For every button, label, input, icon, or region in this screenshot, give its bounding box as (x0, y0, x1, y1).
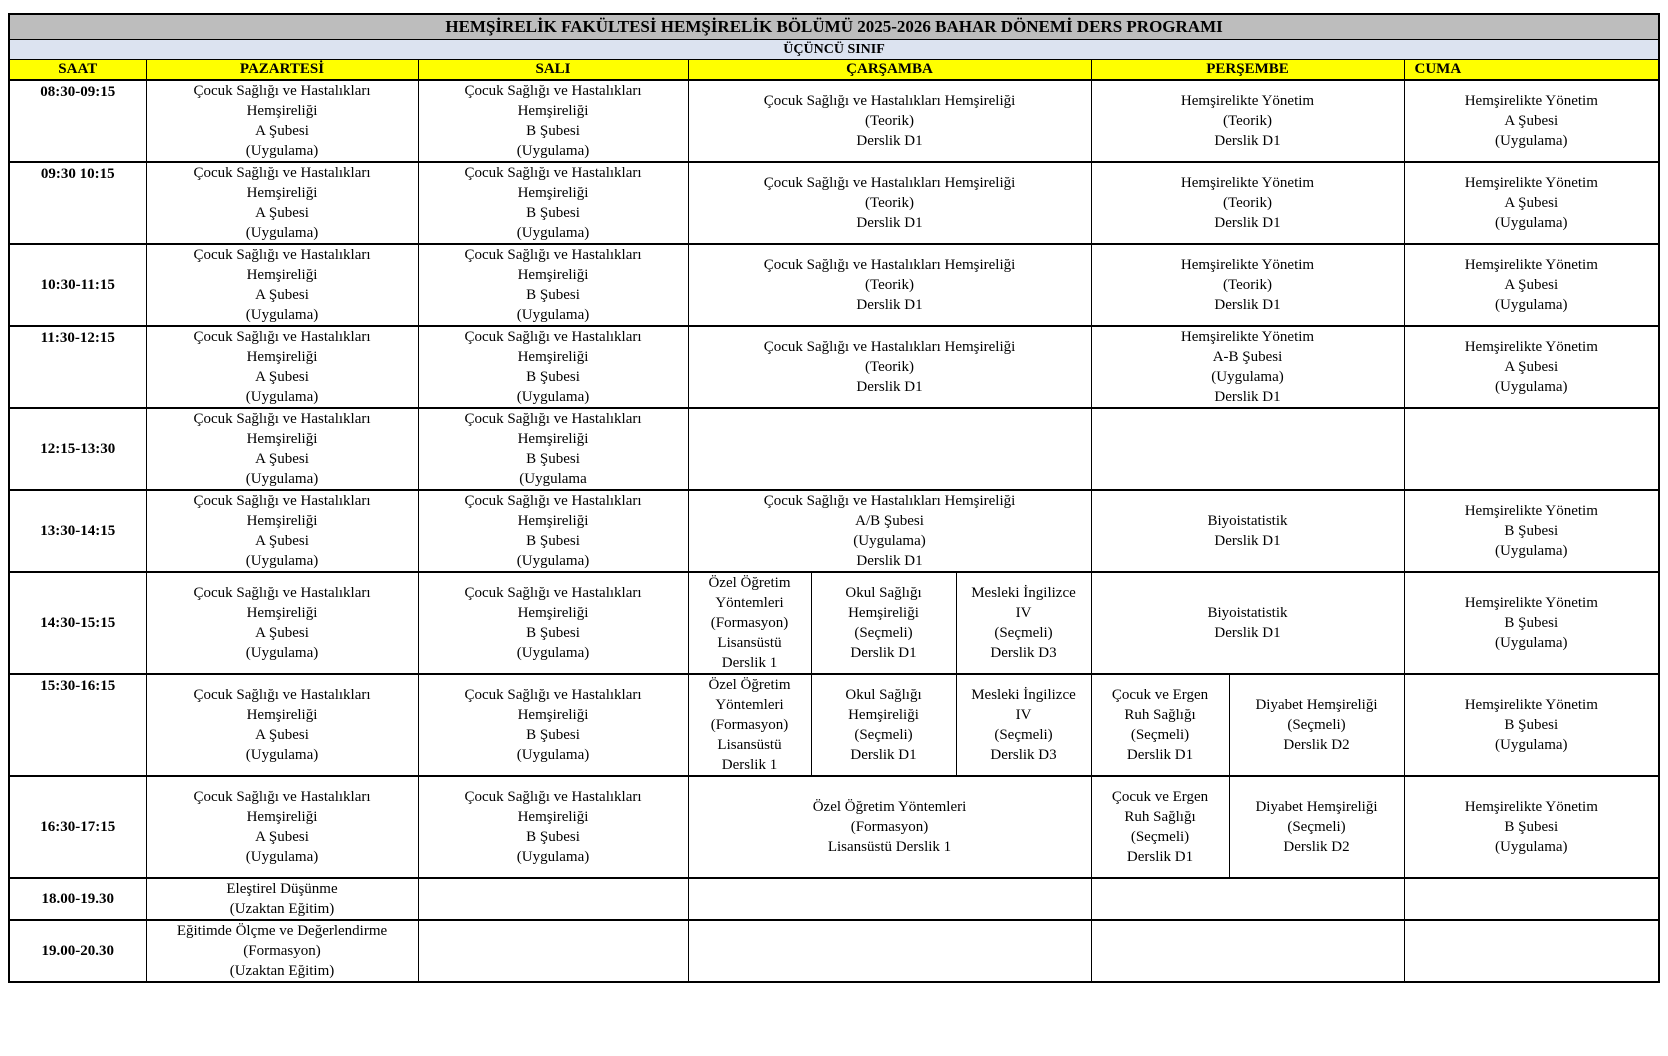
course-line: Derslik D1 (1214, 625, 1281, 641)
course-line: B Şubesi (526, 829, 580, 845)
course-line: Hemşirelikte Yönetim (1464, 697, 1598, 713)
course-line: (Uygulama) (1495, 737, 1568, 753)
course-line: A Şubesi (1504, 113, 1559, 129)
course-cell (1404, 244, 1659, 326)
course-line: B Şubesi (1504, 819, 1559, 835)
course-line: Ruh Sağlığı (1124, 809, 1196, 825)
course-line: Çocuk Sağlığı ve Hastalıkları (193, 687, 371, 703)
course-line: (Uygulama) (1495, 839, 1568, 855)
empty-cell (1091, 920, 1404, 982)
course-cell (418, 490, 688, 572)
course-cell (1404, 80, 1659, 162)
course-line: (Uzaktan Eğitim) (229, 963, 335, 979)
course-line: Mesleki İngilizce (971, 585, 1076, 601)
course-line: (Teorik) (1223, 113, 1272, 129)
course-line: Çocuk Sağlığı ve Hastalıkları (464, 329, 642, 345)
course-line: Derslik D3 (990, 747, 1057, 763)
course-line: Hemşireliği (517, 431, 589, 447)
course-line: Çocuk Sağlığı ve Hastalıkları (464, 247, 642, 263)
course-line: Yöntemleri (715, 697, 784, 713)
course-line: A Şubesi (255, 829, 309, 845)
course-cell (418, 572, 688, 674)
course-line: Çocuk Sağlığı ve Hastalıkları (193, 165, 371, 181)
course-line: Derslik D1 (856, 297, 923, 313)
course-line: B Şubesi (526, 287, 580, 303)
course-line: Hemşireliği (246, 267, 318, 283)
course-line: Derslik D1 (1126, 747, 1194, 763)
course-cell (1229, 776, 1404, 878)
course-cell (956, 572, 1091, 674)
course-line: Biyoistatistik (1207, 605, 1288, 621)
course-line: (Uygulama) (1495, 133, 1568, 149)
empty-cell (1404, 408, 1659, 490)
course-line: A Şubesi (255, 625, 309, 641)
course-line: Çocuk Sağlığı ve Hastalıkları Hemşireliği (763, 175, 1016, 191)
course-cell (688, 326, 1091, 408)
course-line: B Şubesi (526, 451, 580, 467)
course-line: Derslik D1 (856, 553, 923, 569)
course-line: Hemşirelikte Yönetim (1464, 339, 1598, 355)
course-line: (Teorik) (1223, 277, 1272, 293)
course-cell (688, 244, 1091, 326)
time-cell: 14:30-15:15 (9, 572, 146, 674)
course-cell (956, 674, 1091, 776)
course-line: (Uzaktan Eğitim) (229, 901, 335, 917)
course-line: (Formasyon) (850, 819, 929, 835)
course-line: A Şubesi (255, 287, 309, 303)
day-header-saat: SAAT (9, 60, 146, 81)
course-line: (Uygulama) (516, 225, 590, 241)
course-cell (146, 80, 418, 162)
course-cell (1404, 572, 1659, 674)
course-cell (1091, 490, 1404, 572)
course-cell (146, 490, 418, 572)
course-cell (1091, 80, 1404, 162)
course-cell (418, 674, 688, 776)
course-line: Çocuk Sağlığı ve Hastalıkları Hemşireliği (763, 257, 1016, 273)
course-line: Hemşireliği (517, 707, 589, 723)
course-line: Özel Öğretim (708, 677, 791, 693)
course-cell (811, 572, 956, 674)
course-line: Lisansüstü Derslik 1 (827, 839, 952, 855)
course-line: (Uygulama) (245, 471, 319, 487)
course-line: (Formasyon) (710, 717, 789, 733)
course-line: A Şubesi (255, 123, 309, 139)
course-line: (Uygulama) (516, 645, 590, 661)
course-line: Derslik D1 (1214, 215, 1281, 231)
course-line: Çocuk Sağlığı ve Hastalıkları Hemşireliği (763, 93, 1016, 109)
course-line: (Uygulama) (853, 533, 926, 549)
time-cell: 18.00-19.30 (9, 878, 146, 920)
course-line: Hemşireliği (517, 349, 589, 365)
course-line: A Şubesi (255, 205, 309, 221)
course-line: Derslik D2 (1283, 839, 1350, 855)
course-line: Derslik D1 (1214, 389, 1281, 405)
course-cell (1229, 674, 1404, 776)
course-line: (Uygulama) (1495, 215, 1568, 231)
course-line: (Teorik) (865, 277, 914, 293)
subtitle-row (9, 40, 1659, 60)
table-row (9, 162, 1659, 244)
course-line: (Uygulama) (245, 849, 319, 865)
course-line: Derslik D1 (1214, 133, 1281, 149)
course-line: Derslik D1 (850, 747, 917, 763)
course-line: Okul Sağlığı (845, 687, 922, 703)
schedule-table (8, 13, 1660, 983)
course-line: (Seçmeli) (1287, 717, 1346, 733)
course-cell (1091, 326, 1404, 408)
course-line: Derslik D1 (1214, 297, 1281, 313)
course-line: (Uygulama) (1495, 379, 1568, 395)
course-line: Derslik D1 (856, 215, 923, 231)
course-cell (1404, 776, 1659, 878)
course-line: (Uygulama) (516, 389, 590, 405)
course-cell (146, 326, 418, 408)
time-cell: 16:30-17:15 (9, 776, 146, 878)
empty-cell (688, 408, 1091, 490)
course-line: Derslik D3 (990, 645, 1057, 661)
course-line: Hemşireliği (517, 267, 589, 283)
course-line: Çocuk Sağlığı ve Hastalıkları (193, 411, 371, 427)
day-header-persembe: PERŞEMBE (1091, 60, 1404, 81)
course-line: B Şubesi (526, 533, 580, 549)
course-cell (146, 674, 418, 776)
course-line: Çocuk Sağlığı ve Hastalıkları Hemşireliği (763, 339, 1016, 355)
day-header-pazartesi: PAZARTESİ (146, 60, 418, 81)
course-line: (Uygulama (519, 471, 587, 487)
page-title: HEMŞİRELİK FAKÜLTESİ HEMŞİRELİK BÖLÜMÜ 2025-2026 BAHAR DÖNEMİ DERS PROGRAMI (9, 14, 1659, 40)
course-line: Hemşireliği (246, 513, 318, 529)
course-line: Derslik D1 (850, 645, 917, 661)
course-line: Özel Öğretim (708, 575, 791, 591)
course-cell (418, 80, 688, 162)
course-line: (Uygulama) (516, 553, 590, 569)
class-level-subtitle: ÜÇÜNCÜ SINIF (9, 40, 1659, 60)
course-cell (1404, 490, 1659, 572)
course-cell (811, 674, 956, 776)
course-line: (Uygulama) (1211, 369, 1284, 385)
course-line: (Uygulama) (1495, 543, 1568, 559)
course-line: Hemşireliği (517, 809, 589, 825)
course-line: (Seçmeli) (854, 727, 913, 743)
title-row (9, 14, 1659, 40)
course-line: (Seçmeli) (854, 625, 913, 641)
course-cell (688, 674, 811, 776)
course-line: B Şubesi (1504, 523, 1559, 539)
course-line: (Uygulama) (245, 553, 319, 569)
course-line: Hemşirelikte Yönetim (1464, 595, 1598, 611)
course-line: Hemşirelikte Yönetim (1180, 175, 1315, 191)
course-line: (Seçmeli) (1287, 819, 1346, 835)
course-line: (Uygulama) (245, 389, 319, 405)
schedule-body (9, 80, 1659, 982)
course-line: A Şubesi (1504, 359, 1559, 375)
course-line: B Şubesi (526, 205, 580, 221)
course-line: Çocuk Sağlığı ve Hastalıkları (193, 585, 371, 601)
course-line: Çocuk Sağlığı ve Hastalıkları (464, 411, 642, 427)
course-line: Derslik 1 (721, 757, 778, 773)
course-cell (1091, 776, 1229, 878)
time-cell: 19.00-20.30 (9, 920, 146, 982)
course-line: (Uygulama) (516, 747, 590, 763)
time-cell: 15:30-16:15 (9, 674, 146, 776)
course-line: Çocuk ve Ergen (1111, 687, 1209, 703)
course-line: Hemşirelikte Yönetim (1464, 799, 1598, 815)
course-line: A-B Şubesi (1212, 349, 1283, 365)
course-line: Hemşirelikte Yönetim (1180, 329, 1315, 345)
course-line: Çocuk Sağlığı ve Hastalıkları (193, 493, 371, 509)
course-line: A Şubesi (255, 533, 309, 549)
course-cell (146, 878, 418, 920)
course-line: Çocuk Sağlığı ve Hastalıkları (193, 789, 371, 805)
course-line: B Şubesi (526, 727, 580, 743)
course-cell (1091, 162, 1404, 244)
course-line: Özel Öğretim Yöntemleri (812, 799, 967, 815)
course-line: (Teorik) (865, 359, 914, 375)
empty-cell (418, 920, 688, 982)
empty-cell (1404, 920, 1659, 982)
course-line: (Teorik) (865, 113, 914, 129)
course-cell (1404, 674, 1659, 776)
table-row (9, 776, 1659, 878)
course-cell (418, 162, 688, 244)
course-cell (688, 776, 1091, 878)
course-line: Biyoistatistik (1207, 513, 1288, 529)
course-line: Yöntemleri (715, 595, 784, 611)
course-line: B Şubesi (526, 625, 580, 641)
time-cell: 12:15-13:30 (9, 408, 146, 490)
course-line: Çocuk Sağlığı ve Hastalıkları (193, 247, 371, 263)
course-cell (688, 572, 811, 674)
course-line: (Teorik) (1223, 195, 1272, 211)
course-line: Eğitimde Ölçme ve Değerlendirme (176, 923, 388, 939)
time-cell: 13:30-14:15 (9, 490, 146, 572)
course-line: A Şubesi (255, 369, 309, 385)
course-cell (146, 244, 418, 326)
course-line: (Uygulama) (516, 849, 590, 865)
course-cell (688, 80, 1091, 162)
course-line: Çocuk Sağlığı ve Hastalıkları (464, 165, 642, 181)
table-row (9, 920, 1659, 982)
course-line: Derslik D2 (1283, 737, 1350, 753)
course-cell (418, 244, 688, 326)
day-header-cuma: CUMA (1404, 60, 1659, 81)
course-cell (146, 572, 418, 674)
course-cell (146, 408, 418, 490)
course-line: Okul Sağlığı (845, 585, 922, 601)
course-line: Hemşirelikte Yönetim (1180, 257, 1315, 273)
course-line: B Şubesi (1504, 717, 1559, 733)
course-cell (146, 776, 418, 878)
course-line: Hemşireliği (848, 707, 919, 723)
course-line: Derslik D1 (856, 379, 923, 395)
table-row (9, 408, 1659, 490)
course-line: Lisansüstü (717, 737, 782, 753)
course-cell (418, 776, 688, 878)
course-line: A/B Şubesi (855, 513, 924, 529)
course-line: Çocuk ve Ergen (1111, 789, 1209, 805)
course-line: Hemşireliği (517, 605, 589, 621)
course-line: Hemşirelikte Yönetim (1464, 257, 1598, 273)
course-line: (Uygulama) (1495, 635, 1568, 651)
course-line: Ruh Sağlığı (1124, 707, 1196, 723)
table-row (9, 80, 1659, 162)
day-header-carsamba: ÇARŞAMBA (688, 60, 1091, 81)
course-cell (1091, 572, 1404, 674)
course-cell (1404, 162, 1659, 244)
course-line: Çocuk Sağlığı ve Hastalıkları (464, 493, 642, 509)
course-line: IV (1015, 707, 1032, 723)
empty-cell (1091, 408, 1404, 490)
course-line: (Uygulama) (245, 747, 319, 763)
course-line: (Uygulama) (245, 307, 319, 323)
course-line: Hemşireliği (848, 605, 919, 621)
course-line: (Formasyon) (243, 943, 321, 959)
course-line: B Şubesi (1504, 615, 1559, 631)
course-line: B Şubesi (526, 123, 580, 139)
course-line: (Uygulama) (516, 143, 590, 159)
table-row (9, 490, 1659, 572)
course-line: Hemşirelikte Yönetim (1464, 93, 1598, 109)
course-cell (418, 408, 688, 490)
course-line: (Uygulama) (245, 143, 319, 159)
course-line: (Uygulama) (245, 225, 319, 241)
course-line: Derslik D1 (1214, 533, 1281, 549)
course-line: Eleştirel Düşünme (226, 881, 338, 897)
course-line: Çocuk Sağlığı ve Hastalıkları (464, 585, 642, 601)
empty-cell (418, 878, 688, 920)
course-line: Hemşirelikte Yönetim (1464, 503, 1598, 519)
table-row (9, 244, 1659, 326)
time-cell: 10:30-11:15 (9, 244, 146, 326)
course-line: Hemşireliği (517, 185, 589, 201)
course-line: Diyabet Hemşireliği (1255, 799, 1378, 815)
empty-cell (688, 878, 1091, 920)
empty-cell (1404, 878, 1659, 920)
course-line: Hemşireliği (246, 431, 318, 447)
empty-cell (688, 920, 1091, 982)
table-row (9, 326, 1659, 408)
time-cell: 09:30 10:15 (9, 162, 146, 244)
course-line: Derslik D1 (1126, 849, 1194, 865)
course-cell (418, 326, 688, 408)
course-line: Çocuk Sağlığı ve Hastalıkları (193, 329, 371, 345)
course-line: Derslik 1 (721, 655, 778, 671)
course-line: (Uygulama) (516, 307, 590, 323)
course-line: Hemşirelikte Yönetim (1180, 93, 1315, 109)
course-line: Hemşireliği (517, 103, 589, 119)
time-cell: 11:30-12:15 (9, 326, 146, 408)
course-line: (Seçmeli) (994, 727, 1053, 743)
course-cell (146, 920, 418, 982)
course-line: Hemşireliği (246, 605, 318, 621)
course-cell (1404, 326, 1659, 408)
course-line: Hemşireliği (517, 513, 589, 529)
course-line: Diyabet Hemşireliği (1255, 697, 1378, 713)
course-line: Çocuk Sağlığı ve Hastalıkları (464, 83, 642, 99)
course-line: A Şubesi (1504, 195, 1559, 211)
table-row (9, 572, 1659, 674)
course-line: (Uygulama) (1495, 297, 1568, 313)
course-line: Çocuk Sağlığı ve Hastalıkları Hemşireliği (763, 493, 1016, 509)
course-line: Mesleki İngilizce (971, 687, 1076, 703)
course-line: Lisansüstü (717, 635, 782, 651)
course-cell (1091, 244, 1404, 326)
course-line: Hemşireliği (246, 349, 318, 365)
course-line: Hemşirelikte Yönetim (1464, 175, 1598, 191)
course-cell (688, 162, 1091, 244)
course-line: (Seçmeli) (994, 625, 1053, 641)
empty-cell (1091, 878, 1404, 920)
time-cell: 08:30-09:15 (9, 80, 146, 162)
course-line: Derslik D1 (856, 133, 923, 149)
table-row (9, 878, 1659, 920)
course-line: IV (1015, 605, 1032, 621)
course-line: A Şubesi (255, 727, 309, 743)
course-line: Çocuk Sağlığı ve Hastalıkları (464, 687, 642, 703)
course-line: (Formasyon) (710, 615, 789, 631)
course-line: A Şubesi (1504, 277, 1559, 293)
course-line: B Şubesi (526, 369, 580, 385)
course-line: Hemşireliği (246, 707, 318, 723)
course-line: (Seçmeli) (1130, 829, 1190, 845)
course-cell (688, 490, 1091, 572)
day-header-sali: SALI (418, 60, 688, 81)
course-line: A Şubesi (255, 451, 309, 467)
course-line: Hemşireliği (246, 809, 318, 825)
day-header-row (9, 60, 1659, 81)
course-line: Hemşireliği (246, 185, 318, 201)
course-line: Çocuk Sağlığı ve Hastalıkları (464, 789, 642, 805)
course-cell (1091, 674, 1229, 776)
course-line: Çocuk Sağlığı ve Hastalıkları (193, 83, 371, 99)
course-cell (146, 162, 418, 244)
course-line: (Uygulama) (245, 645, 319, 661)
course-line: (Seçmeli) (1130, 727, 1190, 743)
course-line: Hemşireliği (246, 103, 318, 119)
course-line: (Teorik) (865, 195, 914, 211)
table-row (9, 674, 1659, 776)
